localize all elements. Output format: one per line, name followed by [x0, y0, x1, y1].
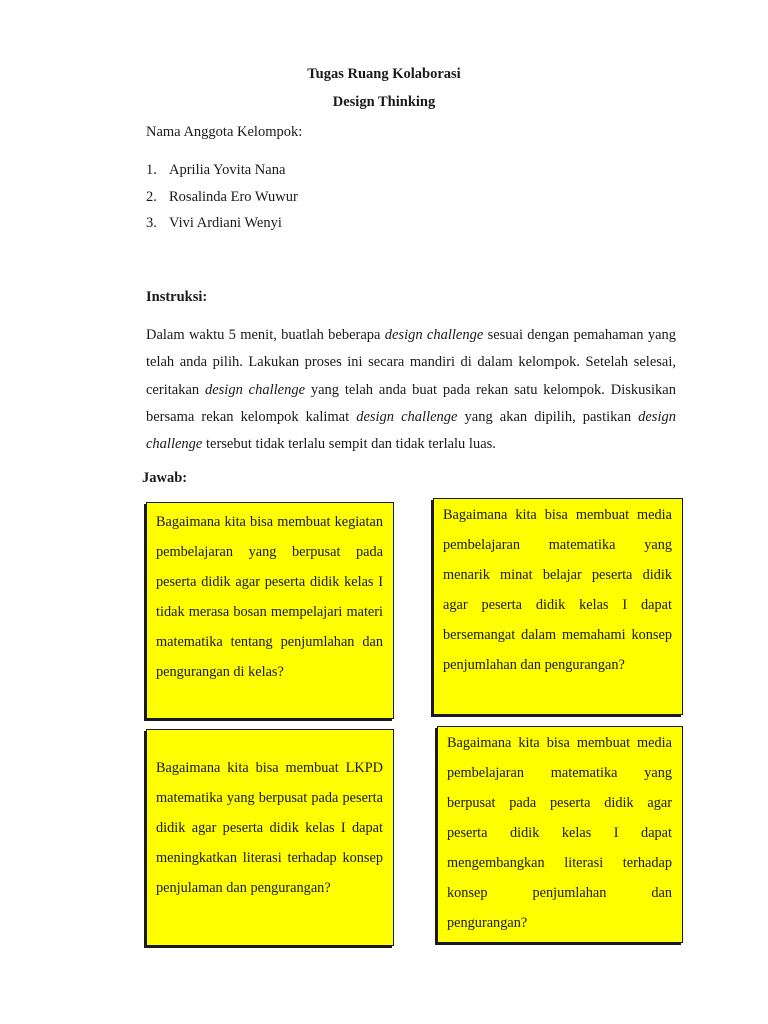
instructions-text: yang akan dipilih, pastikan	[457, 408, 639, 425]
list-number: 3.	[146, 215, 157, 231]
instructions-text: yang telah anda buat pada rekan satu kelompok. Diskusikan bersama rekan kelompok kalimat	[146, 381, 676, 425]
design-challenge-box	[437, 726, 683, 943]
instructions-paragraph	[146, 322, 676, 458]
instructions-emphasis: design challenge	[356, 408, 458, 425]
design-challenge-text: Bagaimana kita bisa membuat media pembelajaran matematika yang menarik minat belajar peserta didik agar peserta didik kelas I dapat bersemangat dalam memahami konsep penjumlahan dan pengurangan?	[443, 507, 672, 673]
list-item	[146, 187, 298, 214]
instructions-emphasis: design challenge	[204, 381, 306, 398]
instructions-text: Dalam waktu 5 menit, buatlah beberapa	[146, 327, 385, 343]
member-name: Aprilia Yovita Nana	[169, 162, 286, 178]
design-challenge-text: Bagaimana kita bisa membuat kegiatan pembelajaran yang berpusat pada peserta didik agar peserta didik kelas I tidak merasa bosan mempelajari materi matematika tentang penjumlahan dan pengurangan di kelas?	[156, 514, 383, 680]
design-challenge-box	[433, 498, 683, 715]
list-item	[146, 213, 298, 240]
document-subtitle: Design Thinking	[332, 94, 436, 110]
design-challenge-box	[146, 502, 394, 719]
document-title: Tugas Ruang Kolaborasi	[307, 66, 461, 82]
instructions-heading: Instruksi:	[146, 289, 208, 305]
member-name: Vivi Ardiani Wenyi	[169, 215, 282, 231]
design-challenge-text: Bagaimana kita bisa membuat LKPD matematika yang berpusat pada peserta didik agar peserta didik kelas I dapat meningkatkan literasi terhadap konsep penjulaman dan pengurangan?	[156, 760, 383, 896]
list-number: 2.	[146, 188, 157, 205]
instructions-text: tersebut tidak terlalu sempit dan tidak terlalu luas.	[202, 436, 496, 453]
design-challenge-box	[146, 729, 394, 946]
members-list	[146, 160, 298, 240]
list-item	[146, 160, 298, 187]
answer-heading: Jawab:	[142, 470, 188, 486]
instructions-emphasis: design challenge	[384, 327, 484, 343]
member-name: Rosalinda Ero Wuwur	[169, 188, 298, 205]
list-number: 1.	[146, 162, 157, 178]
instructions-emphasis: design challenge	[146, 408, 676, 453]
instructions-text: sesuai dengan pemahaman yang telah anda pilih. Lakukan proses ini secara mandiri di dalam kelompok. Setelah selesai, ceritakan	[146, 327, 677, 398]
members-label: Nama Anggota Kelompok:	[146, 124, 303, 140]
design-challenge-text: Bagaimana kita bisa membuat media pembelajaran matematika yang berpusat pada peserta didik agar peserta didik kelas I dapat mengembangkan literasi terhadap konsep penjumlahan dan pengurangan?	[447, 735, 672, 931]
